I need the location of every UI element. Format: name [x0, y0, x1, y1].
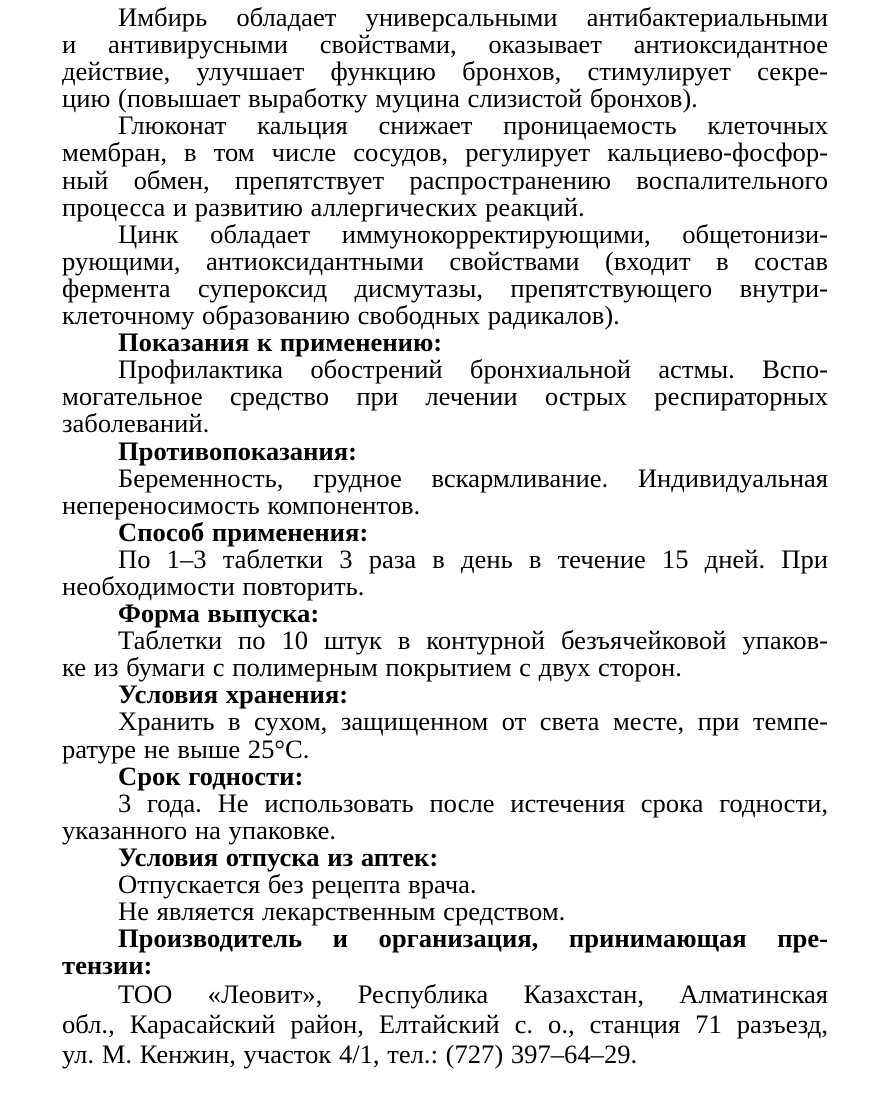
paragraph-storage	[62, 708, 828, 762]
text-line: заболеваний.	[62, 408, 210, 439]
text-line: 3 года. Не использовать после истечения срока годности,	[118, 787, 828, 818]
heading-usage	[62, 516, 828, 547]
text-line: ный обмен, препятствует распространению воспалительного	[62, 164, 828, 195]
paragraph-manufacturer-address	[62, 979, 828, 1069]
paragraph-shelf-life	[62, 787, 828, 845]
heading-manufacturer	[62, 925, 828, 979]
heading-text: Способ применения:	[118, 516, 369, 547]
heading-text: Условия отпуска из аптек:	[118, 841, 439, 872]
heading-text: Условия хранения:	[118, 679, 349, 710]
text-line: мембран, в том числе сосудов, регулирует кальциево-фосфор-	[62, 137, 828, 168]
paragraph-usage	[62, 543, 828, 601]
heading-text: тензии:	[62, 950, 153, 981]
paragraph-ginger	[62, 4, 828, 112]
paragraph-dispensing-2	[62, 898, 828, 925]
heading-text: Противопоказания:	[118, 435, 357, 466]
text-line: ул. М. Кенжин, участок 4/1, тел.: (727) 397–64–29.	[62, 1039, 638, 1070]
paragraph-contraindications	[62, 462, 828, 520]
text-line: Беременность, грудное вскармливание. Индивидуальная	[118, 462, 828, 493]
text-line: действие, улучшает функцию бронхов, стимулирует секре-	[62, 56, 828, 87]
text-line: непереносимость компонентов.	[62, 489, 421, 520]
text-line: фермента супероксид дисмутазы, препятствующего внутри-	[62, 272, 828, 303]
text-line: По 1–3 таблетки 3 раза в день в течение 15 дней. При	[118, 543, 828, 574]
text-line: могательное средство при лечении острых респираторных	[62, 381, 828, 412]
text-line: процесса и развитию аллергических реакций.	[62, 191, 585, 222]
text-line: Профилактика обострений бронхиальной астмы. Вспо-	[118, 354, 828, 385]
text-line: ратуре не выше 25°С.	[62, 733, 310, 764]
text-line: Имбирь обладает универсальными антибактериальными	[118, 2, 828, 32]
paragraph-calcium-gluconate	[62, 112, 828, 220]
heading-shelf-life	[62, 760, 828, 791]
text-line: указанного на упаковке.	[62, 814, 337, 845]
heading-text: Срок годности:	[118, 760, 304, 791]
text-line: Цинк обладает иммунокорректирующими, общетонизи-	[118, 218, 828, 249]
text-line: и антивирусными свойствами, оказывает антиоксидантное	[62, 29, 828, 60]
paragraph-indications	[62, 356, 828, 437]
text-line: Хранить в сухом, защищенном от света месте, при темпе-	[118, 706, 828, 737]
text-line: Отпускается без рецепта врача.	[118, 869, 477, 899]
heading-text: Производитель и организация, принимающая пре-	[118, 923, 828, 954]
heading-indications	[62, 329, 828, 356]
text-line: ке из бумаги с полимерным покрытием с двух сторон.	[62, 652, 682, 683]
text-line: обл., Карасайский район, Елтайский с. о., станция 71 разъезд,	[62, 1009, 828, 1040]
text-line: необходимости повторить.	[62, 570, 365, 601]
text-line: ТОО «Леовит», Республика Казахстан, Алматинская	[118, 979, 828, 1010]
heading-dispensing	[62, 841, 828, 872]
heading-contraindications	[62, 435, 828, 466]
text-line: Таблетки по 10 штук в контурной безъячейковой упаков-	[118, 625, 828, 656]
heading-text: Показания к применению:	[118, 327, 443, 358]
text-line: Не является лекарственным средством.	[118, 896, 566, 927]
text-line: рующими, антиоксидантными свойствами (входит в состав	[62, 245, 828, 276]
heading-storage	[62, 681, 828, 708]
text-line: клеточному образованию свободных радикалов).	[62, 300, 620, 331]
paragraph-zinc	[62, 218, 828, 331]
text-line: Глюконат кальция снижает проницаемость клеточных	[118, 110, 828, 141]
paragraph-form	[62, 627, 828, 681]
paragraph-dispensing-1	[62, 871, 828, 898]
heading-form	[62, 600, 828, 627]
heading-text: Форма выпуска:	[118, 598, 320, 629]
text-line: цию (повышает выработку муцина слизистой бронхов).	[62, 83, 698, 114]
